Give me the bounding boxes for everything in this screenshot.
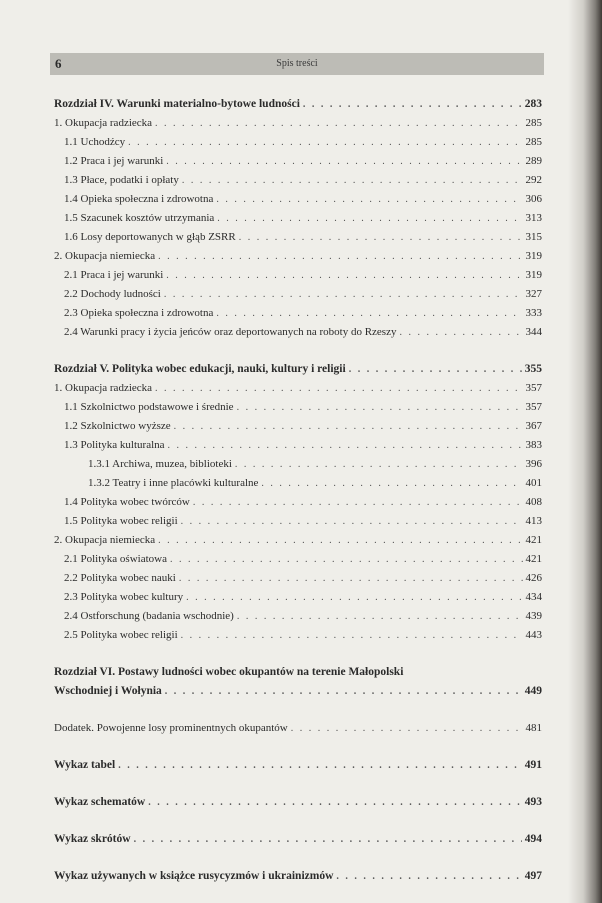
toc-chapter-4[interactable]: Rozdział IV. Warunki materialno-bytowe ludności . . . 283 — [54, 95, 542, 114]
toc-entry[interactable]: 1.2 Szkolnictwo wyższe . . . 367 — [54, 417, 542, 436]
toc-entry[interactable]: 1.6 Losy deportowanych w głąb ZSRR . . . 315 — [54, 228, 542, 247]
toc-chapter-6[interactable]: Rozdział VI. Postawy ludności wobec okupantów na terenie Małopolski Wschodniej i Wołynia . . . 449 — [54, 663, 542, 701]
toc-chapter-5[interactable]: Rozdział V. Polityka wobec edukacji, nauki, kultury i religii . . . 355 — [54, 360, 542, 379]
spacer — [54, 701, 542, 719]
toc-list-of-schemes[interactable]: Wykaz schematów . . . 493 — [54, 793, 542, 812]
toc-entry[interactable]: 1.4 Opieka społeczna i zdrowotna . . . 306 — [54, 190, 542, 209]
toc-entry[interactable]: 2. Okupacja niemiecka . . . 421 — [54, 531, 542, 550]
toc-entry[interactable]: 2.1 Polityka oświatowa . . . 421 — [54, 550, 542, 569]
spacer — [54, 775, 542, 793]
spacer — [54, 342, 542, 360]
toc-entry[interactable]: 1. Okupacja radziecka . . . 285 — [54, 114, 542, 133]
toc-entry[interactable]: 1.2 Praca i jej warunki . . . 289 — [54, 152, 542, 171]
toc-entry[interactable]: 2.2 Dochody ludności . . . 327 — [54, 285, 542, 304]
spacer — [54, 738, 542, 756]
toc-entry[interactable]: 1.5 Szacunek kosztów utrzymania . . . 313 — [54, 209, 542, 228]
toc-entry[interactable]: 1.1 Szkolnictwo podstawowe i średnie . . . 357 — [54, 398, 542, 417]
toc-entry[interactable]: 1.4 Polityka wobec twórców . . . 408 — [54, 493, 542, 512]
toc-entry[interactable]: 2.1 Praca i jej warunki . . . 319 — [54, 266, 542, 285]
running-title: Spis treści — [276, 58, 318, 69]
spacer — [54, 812, 542, 830]
toc-list-of-abbreviations[interactable]: Wykaz skrótów . . . 494 — [54, 830, 542, 849]
book-spine-shadow — [568, 0, 602, 903]
toc-entry[interactable]: 1. Okupacja radziecka . . . 357 — [54, 379, 542, 398]
toc-entry[interactable]: 1.3.2 Teatry i inne placówki kulturalne . . . 401 — [54, 474, 542, 493]
toc-list-of-tables[interactable]: Wykaz tabel . . . 491 — [54, 756, 542, 775]
toc-entry[interactable]: 2.3 Opieka społeczna i zdrowotna . . . 333 — [54, 304, 542, 323]
toc-entry[interactable]: 1.3 Płace, podatki i opłaty . . . 292 — [54, 171, 542, 190]
toc-entry[interactable]: 1.5 Polityka wobec religii . . . 413 — [54, 512, 542, 531]
table-of-contents — [54, 95, 542, 886]
toc-entry[interactable]: 1.3.1 Archiwa, muzea, biblioteki . . . 396 — [54, 455, 542, 474]
spacer — [54, 849, 542, 867]
page-header — [50, 53, 544, 75]
toc-entry[interactable]: 2. Okupacja niemiecka . . . 319 — [54, 247, 542, 266]
page-number: 6 — [55, 56, 62, 71]
toc-entry[interactable]: 2.5 Polityka wobec religii . . . 443 — [54, 626, 542, 645]
toc-entry[interactable]: 2.4 Ostforschung (badania wschodnie) . . . 439 — [54, 607, 542, 626]
toc-entry[interactable]: 1.1 Uchodźcy . . . 285 — [54, 133, 542, 152]
toc-entry[interactable]: 2.2 Polityka wobec nauki . . . 426 — [54, 569, 542, 588]
spacer — [54, 645, 542, 663]
toc-entry[interactable]: 2.3 Polityka wobec kultury . . . 434 — [54, 588, 542, 607]
toc-appendix[interactable]: Dodatek. Powojenne losy prominentnych okupantów . . . 481 — [54, 719, 542, 738]
toc-entry[interactable]: 2.4 Warunki pracy i życia jeńców oraz deportowanych na roboty do Rzeszy . . . 344 — [54, 323, 542, 342]
toc-entry[interactable]: 1.3 Polityka kulturalna . . . 383 — [54, 436, 542, 455]
toc-list-of-words[interactable]: Wykaz używanych w książce rusycyzmów i ukrainizmów . . . 497 — [54, 867, 542, 886]
